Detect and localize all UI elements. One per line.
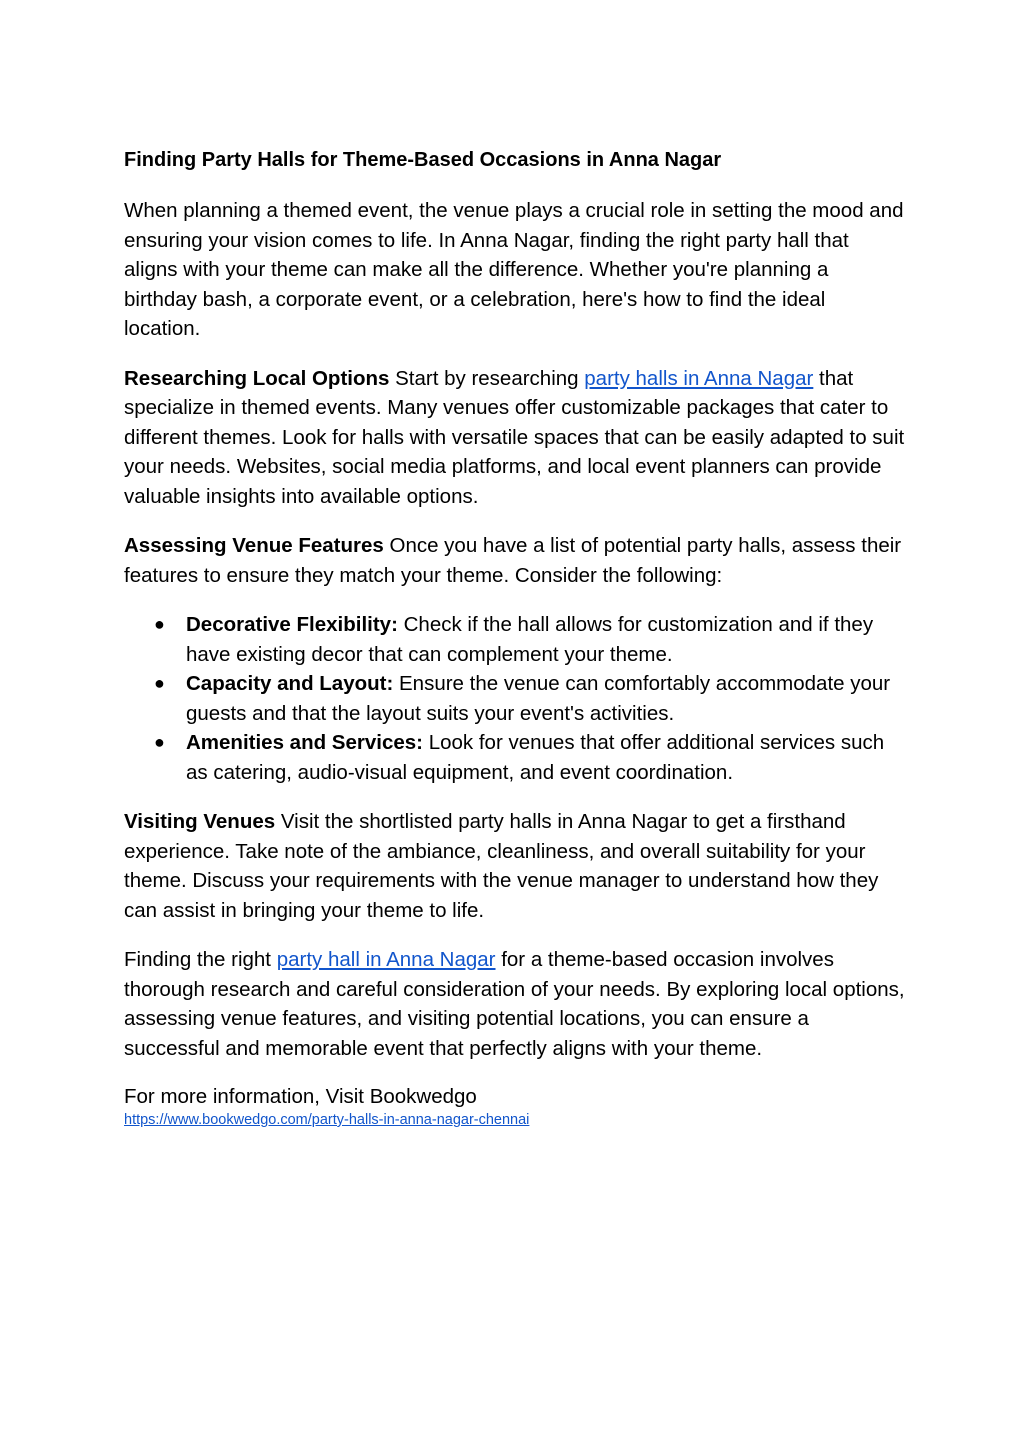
visiting-heading: Visiting Venues [124,810,276,833]
document-page [124,146,906,1129]
feature-label: Amenities and Services: [186,731,423,754]
research-text-before-link: Start by researching [389,366,585,390]
assessing-paragraph [124,531,906,590]
list-item [124,728,906,787]
bullet-icon: ● [154,673,165,693]
conclusion-text-before-link: Finding the right [124,948,277,971]
assessing-text: Once you have a list of potential party halls, assess their features to ensure they match your theme. Consider the following: [124,534,902,587]
feature-label: Capacity and Layout: [186,672,394,695]
research-heading: Researching Local Options [124,366,390,390]
list-item [124,610,906,669]
intro-paragraph: When planning a themed event, the venue plays a crucial role in setting the mood and ensuring your vision comes to life. In Anna Nagar, finding the right party hall that aligns with your theme can make all the difference. Whether you're planning a birthday bash, a corporate event, or a celebration, here's how to find the ideal location. [124,199,904,340]
bookwedgo-url-link[interactable] [124,1111,906,1129]
feature-text: Check if the hall allows for customization and if they have existing decor that can complement your theme. [186,613,874,666]
feature-label: Decorative Flexibility: [186,613,398,636]
party-hall-link[interactable]: party hall in Anna Nagar [276,948,496,971]
assessing-heading: Assessing Venue Features [124,534,384,557]
research-paragraph [124,364,906,512]
feature-text: Ensure the venue can comfortably accommodate your guests and that the layout suits your event's activities. [186,672,891,725]
feature-text: Look for venues that offer additional services such as catering, audio-visual equipment, and event coordination. [186,731,885,784]
party-halls-link[interactable]: party halls in Anna Nagar [584,366,814,390]
bullet-icon: ● [154,614,165,634]
list-item [124,669,906,728]
conclusion-text-after-link: for a theme-based occasion involves thorough research and careful consideration of your needs. By exploring local options, assessing venue features, and visiting potential locations, you can ensure a successful and memorable event that perfectly aligns with your theme. [124,948,905,1060]
research-text-after-link: that specialize in themed events. Many venues offer customizable packages that cater to different themes. Look for halls with versatile spaces that can be easily adapted to suit your needs. Websites, social media platforms, and local event planners can provide valuable insights into available options. [124,366,905,508]
url-text[interactable]: https://www.bookwedgo.com/party-halls-in-anna-nagar-chennai [124,1112,530,1128]
document-title: Finding Party Halls for Theme-Based Occasions in Anna Nagar [124,149,722,171]
visiting-paragraph [124,807,906,925]
more-info-text: For more information, Visit Bookwedgo [124,1085,477,1108]
features-list [124,610,906,787]
visiting-text: Visit the shortlisted party halls in Anna Nagar to get a firsthand experience. Take note of the ambiance, cleanliness, and overall suitability for your theme. Discuss your requirements with the venue manager to understand how they can assist in bringing your theme to life. [124,810,879,922]
bullet-icon: ● [154,732,165,752]
conclusion-paragraph [124,945,906,1063]
